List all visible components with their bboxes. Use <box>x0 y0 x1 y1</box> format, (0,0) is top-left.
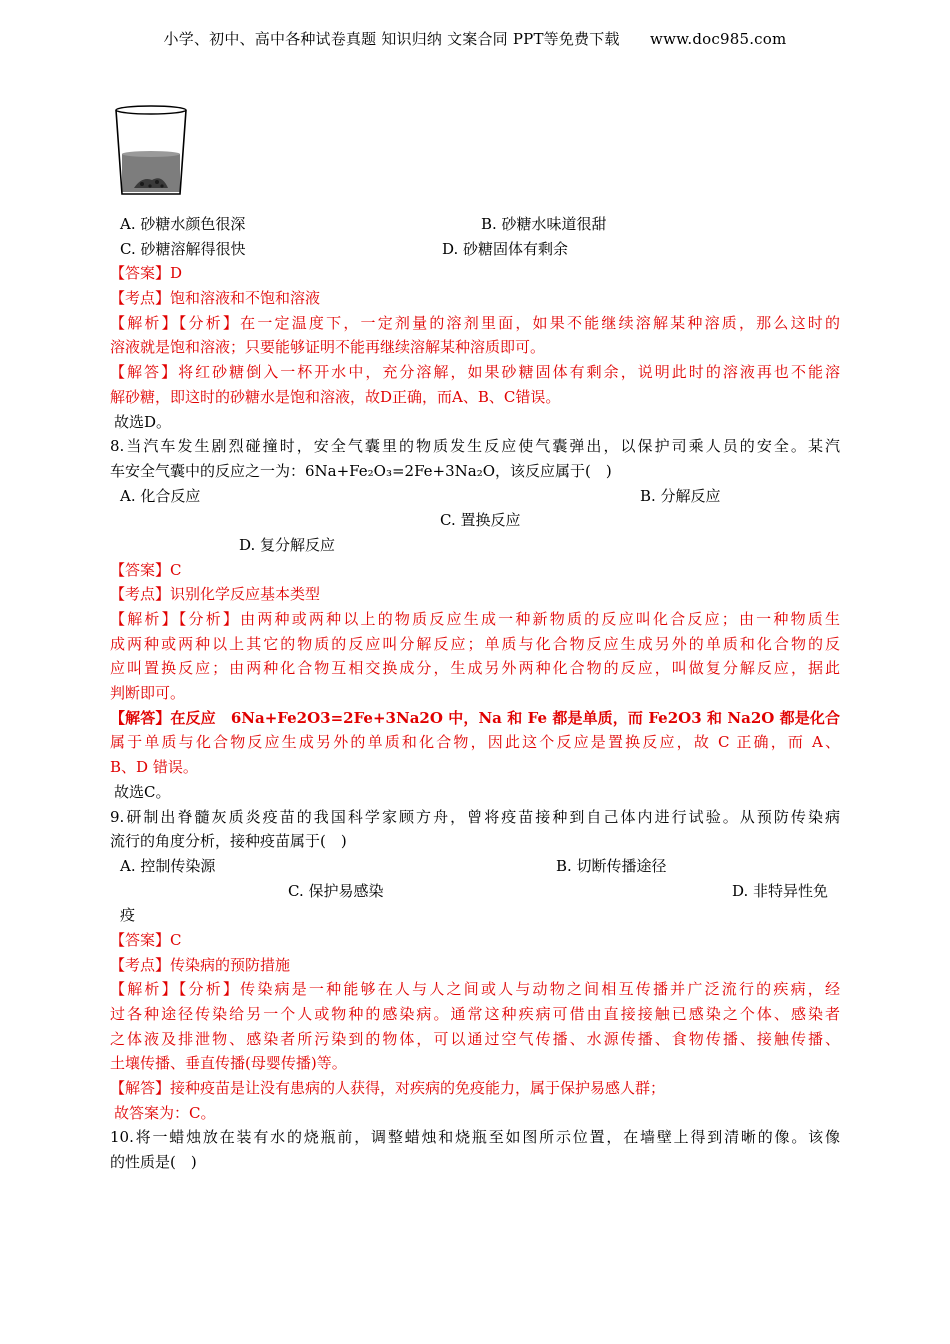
q8-analysis-line-1: 【解析】【分析】由两种或两种以上的物质反应生成一种新物质的反应叫化合反应；由一种物质生 <box>110 610 840 628</box>
q8-options-row-3 <box>110 533 840 558</box>
q8-option-a[interactable]: A. 化合反应 <box>120 486 201 505</box>
document-body <box>110 104 840 1175</box>
q9-options-row-2 <box>110 879 840 904</box>
q9-stem-line-1: 9.研制出脊髓灰质炎疫苗的我国科学家顾方舟，曾将疫苗接种到自己体内进行试验。从预防传染病 <box>110 807 840 826</box>
q7-option-d[interactable]: D. 砂糖固体有剩余 <box>442 239 569 258</box>
q8-option-d[interactable]: D. 复分解反应 <box>239 535 336 554</box>
q7-options-row-1 <box>110 212 840 237</box>
q9-analysis-line-1: 【解析】【分析】传染病是一种能够在人与人之间或人与动物之间相互传播并广泛流行的疾病，经 <box>110 980 840 999</box>
q9-option-c[interactable]: C. 保护易感染 <box>288 881 384 900</box>
page-header: 小学、初中、高中各种试卷真题 知识归纳 文案合同 PPT等免费下载 www.doc985.com <box>163 30 787 48</box>
q9-solution: 【解答】接种疫苗是让没有患病的人获得，对疾病的免疫能力，属于保护易感人群； <box>110 1079 666 1098</box>
q9-stem-line-2: 流行的角度分析，接种疫苗属于( ) <box>110 832 347 851</box>
q9-point: 【考点】传染病的预防措施 <box>110 955 291 974</box>
q8-answer: 【答案】C <box>110 560 182 579</box>
q9-option-d[interactable]: D. 非特异性免 <box>732 881 829 900</box>
q9-option-d-wrap: 疫 <box>120 906 136 925</box>
q8-solution-line-1: 【解答】在反应 6Na+Fe2O3=2Fe+3Na2O 中，Na 和 Fe 都是单质，而 Fe2O3 和 Na2O 都是化合 <box>110 708 840 727</box>
q7-choose: 故选D。 <box>114 412 172 431</box>
q7-solution-line-1: 【解答】将红砂糖倒入一杯开水中，充分溶解，如果砂糖固体有剩余，说明此时的溶液再也不能溶 <box>110 363 840 382</box>
q10-stem-line-1: 10.将一蜡烛放在装有水的烧瓶前，调整蜡烛和烧瓶至如图所示位置，在墙壁上得到清晰的像。该像 <box>110 1128 840 1147</box>
q9-analysis-line-4: 土壤传播、垂直传播(母婴传播)等。 <box>110 1054 347 1073</box>
q8-stem-line-1: 8.当汽车发生剧烈碰撞时，安全气囊里的物质发生反应使气囊弹出，以保护司乘人员的安全。某汽 <box>110 437 840 456</box>
q7-options-row-2 <box>110 237 840 262</box>
q8-option-c[interactable]: C. 置换反应 <box>440 511 521 530</box>
q7-answer: 【答案】D <box>110 264 183 283</box>
q9-choose: 故答案为：C。 <box>114 1103 216 1122</box>
q8-point: 【考点】识别化学反应基本类型 <box>110 585 321 604</box>
q9-options-row-3 <box>110 903 840 928</box>
q8-option-b[interactable]: B. 分解反应 <box>640 486 721 505</box>
q7-analysis-line-2: 溶液就是饱和溶液；只要能够证明不能再继续溶解某种溶质即可。 <box>110 338 546 357</box>
q8-analysis-line-2: 成两种或两种以上其它的物质的反应叫分解反应；单质与化合物反应生成另外的单质和化合物的反 <box>110 634 840 653</box>
q9-answer: 【答案】C <box>110 930 182 949</box>
q10-stem-line-2: 的性质是( ) <box>110 1153 197 1172</box>
q7-option-a[interactable]: A. 砂糖水颜色很深 <box>120 215 246 233</box>
q9-option-b[interactable]: B. 切断传播途径 <box>556 856 667 875</box>
q8-options-row-2 <box>110 508 840 533</box>
q7-option-b[interactable]: B. 砂糖水味道很甜 <box>481 215 607 233</box>
q7-solution-line-2: 解砂糖，即这时的砂糖水是饱和溶液，故D正确，而A、B、C错误。 <box>110 387 561 406</box>
q8-solution-line-2: 属于单质与化合物反应生成另外的单质和化合物，因此这个反应是置换反应，故 C 正确，而 A、 <box>110 733 840 752</box>
beaker-figure <box>110 104 840 212</box>
q7-point: 【考点】饱和溶液和不饱和溶液 <box>110 289 321 308</box>
q8-choose: 故选C。 <box>114 782 171 801</box>
q9-options-row-1 <box>110 854 840 879</box>
q8-options-row-1 <box>110 484 840 509</box>
q9-analysis-line-3: 之体液及排泄物、感染者所污染到的物体，可以通过空气传播、水源传播、食物传播、接触传播、 <box>110 1029 840 1048</box>
q7-analysis-line-1: 【解析】【分析】在一定温度下，一定剂量的溶剂里面，如果不能继续溶解某种溶质，那么这时的 <box>110 313 840 332</box>
q8-solution-line-3: B、D 错误。 <box>110 758 198 777</box>
q8-analysis-line-4: 判断即可。 <box>110 684 186 703</box>
q7-option-c[interactable]: C. 砂糖溶解得很快 <box>120 239 246 258</box>
q8-analysis-line-3: 应叫置换反应；由两种化合物互相交换成分，生成另外两种化合物的反应，叫做复分解反应，据此 <box>110 659 840 678</box>
q9-option-a[interactable]: A. 控制传染源 <box>120 856 216 875</box>
q8-stem-line-2: 车安全气囊中的反应之一为：6Na+Fe₂O₃=2Fe+3Na₂O，该反应属于( ) <box>110 461 612 480</box>
q9-analysis-line-2: 过各种途径传染给另一个人或物种的感染病。通常这种疾病可借由直接接触已感染之个体、感染者 <box>110 1005 840 1023</box>
